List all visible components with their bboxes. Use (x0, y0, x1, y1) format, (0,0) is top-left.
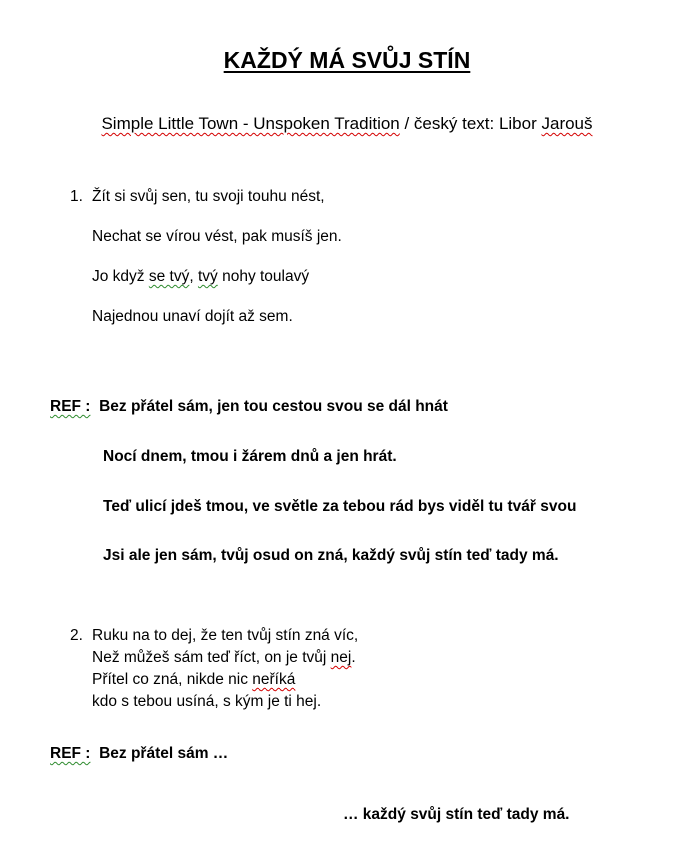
subtitle-lyricist-label: český text: Libor (413, 114, 542, 133)
verse1-line3-part3: , (189, 268, 198, 285)
verse1-line1 (70, 189, 325, 205)
verse2-line1-text: Ruku na to dej, že ten tvůj stín zná víc, (92, 627, 359, 644)
verse2-line1 (70, 628, 358, 644)
song-title (0, 49, 694, 72)
verse2-line3-part2: neříká (252, 671, 296, 688)
subtitle-separator: / (399, 114, 414, 133)
chorus1-line3: Teď ulicí jdeš tmou, ve světle za tebou rád bys viděl tu tvář svou (103, 498, 577, 515)
verse1-line3-part1: Jo když (92, 268, 149, 285)
subtitle-original-song: Simple Little Town - Unspoken Tradition (101, 114, 400, 133)
closing-line: … každý svůj stín teď tady má. (343, 806, 570, 823)
chorus2-line1 (50, 746, 228, 762)
verse1-line1-text: Žít si svůj sen, tu svoji touhu nést, (92, 188, 325, 205)
subtitle-lyricist-surname: Jarouš (541, 114, 593, 133)
verse1-line3-part5: nohy toulavý (217, 268, 310, 285)
chorus1-line2: Nocí dnem, tmou i žárem dnů a jen hrát. (103, 448, 397, 465)
song-title-text: KAŽDÝ MÁ SVŮJ STÍN (223, 47, 471, 73)
verse1-line4: Najednou unaví dojít až sem. (92, 308, 293, 325)
verse1-line3 (92, 269, 309, 285)
verse2-line3 (92, 672, 295, 688)
verse2-line3-part1: Přítel co zná, nikde nic (92, 671, 253, 688)
verse1-number: 1. (70, 188, 83, 205)
song-subtitle (0, 115, 694, 132)
chorus1-line1 (50, 399, 448, 415)
verse2-line2-part3: . (351, 649, 356, 666)
verse2-line2-part1: Než můžeš sám teď říct, on je tvůj (92, 649, 331, 666)
verse1-line3-part2: se tvý (148, 268, 190, 285)
verse1-line2: Nechat se vírou vést, pak musíš jen. (92, 228, 342, 245)
verse2-number: 2. (70, 627, 83, 644)
chorus2-label: REF : (50, 745, 91, 762)
chorus2-line1-text: Bez přátel sám … (99, 745, 229, 762)
chorus1-line1-text: Bez přátel sám, jen tou cestou svou se dál hnát (99, 398, 448, 415)
chorus1-line4: Jsi ale jen sám, tvůj osud on zná, každý svůj stín teď tady má. (103, 547, 559, 564)
verse2-line4: kdo s tebou usíná, s kým je ti hej. (92, 693, 322, 710)
verse2-line2 (92, 650, 356, 666)
verse2-line2-part2: nej (330, 649, 352, 666)
verse1-line3-part4: tvý (197, 268, 218, 285)
chorus1-label: REF : (50, 398, 91, 415)
